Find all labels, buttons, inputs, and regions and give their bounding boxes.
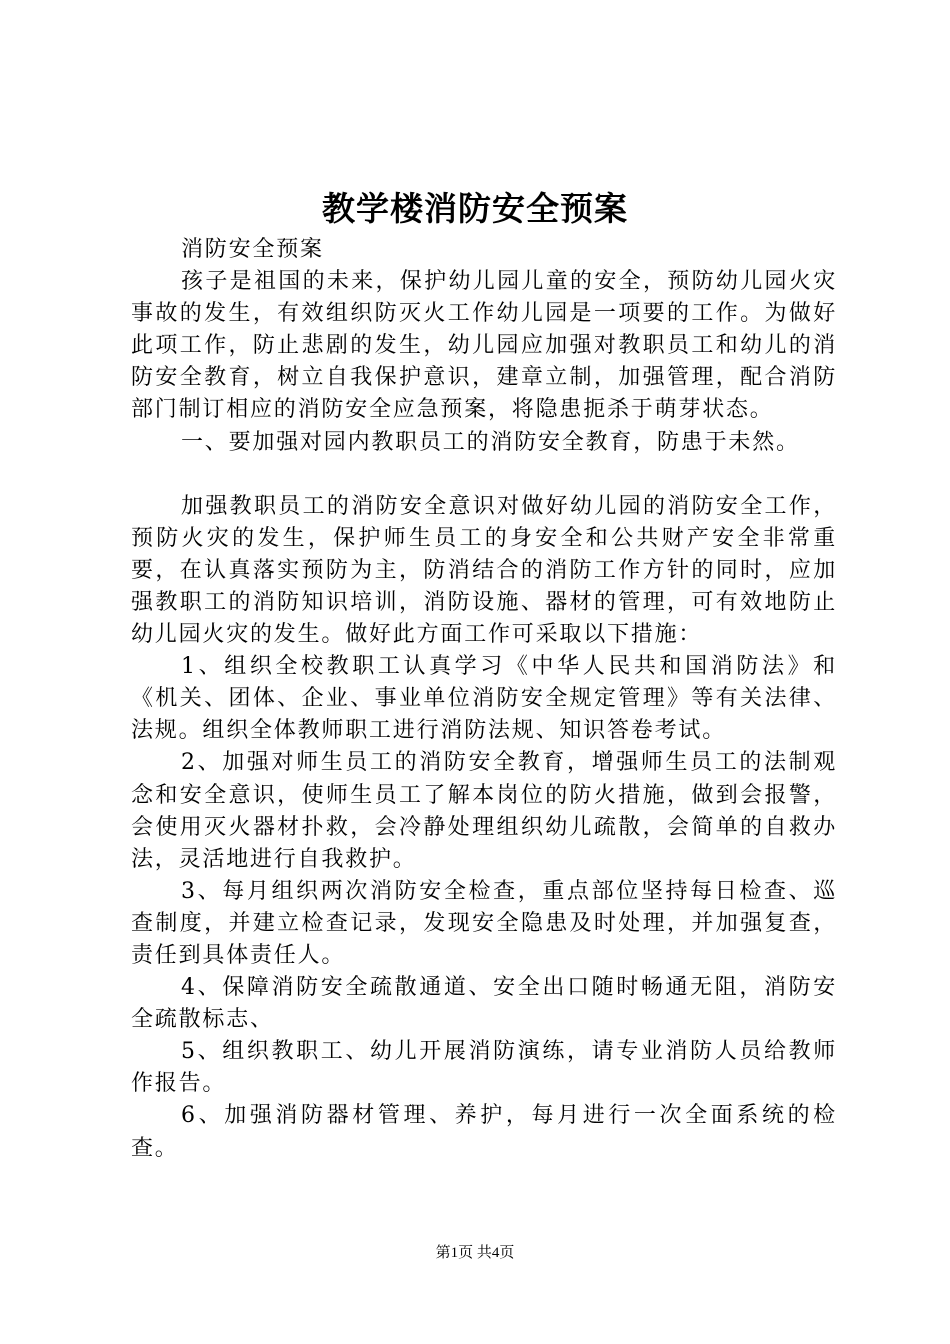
document-body (131, 234, 837, 1165)
list-item-6: 6、加强消防器材管理、养护，每月进行一次全面系统的检查。 (131, 1103, 837, 1161)
list-item-1: 1、组织全校教职工认真学习《中华人民共和国消防法》和《机关、团体、企业、事业单位消防安全规定管理》等有关法律、法规。组织全体教师职工进行消防法规、知识答卷考试。 (131, 654, 837, 744)
list-item-5: 5、组织教职工、幼儿开展消防演练，请专业消防人员给教师作报告。 (131, 1039, 837, 1097)
paragraph-intro: 孩子是祖国的未来，保护幼儿园儿童的安全，预防幼儿园火灾事故的发生，有效组织防灭火工作幼儿园是一项要的工作。为做好此项工作，防止悲剧的发生，幼儿园应加强对教职员工和幼儿的消防安全教育，树立自我保护意识，建章立制，加强管理，配合消防部门制订相应的消防安全应急预案，将隐患扼杀于萌芽状态。 (131, 269, 837, 423)
paragraph-section-1: 加强教职员工的消防安全意识对做好幼儿园的消防安全工作，预防火灾的发生，保护师生员工的身安全和公共财产安全非常重要，在认真落实预防为主，防消结合的消防工作方针的同时，应加强教职工的消防知识培训，消防设施、器材的管理，可有效地防止幼儿园火灾的发生。做好此方面工作可采取以下措施： (131, 493, 837, 648)
paragraph-subtitle: 消防安全预案 (181, 237, 324, 262)
section-heading-1: 一、要加强对园内教职员工的消防安全教育，防患于未然。 (181, 429, 800, 455)
list-item-3: 3、每月组织两次消防安全检查，重点部位坚持每日检查、巡查制度，并建立检查记录，发现安全隐患及时处理，并加强复查，责任到具体责任人。 (131, 878, 837, 968)
list-item-2: 2、加强对师生员工的消防安全教育，增强师生员工的法制观念和安全意识，使师生员工了解本岗位的防火措施，做到会报警，会使用灭火器材扑救，会冷静处理组织幼儿疏散，会简单的自救办法，灵活地进行自我救护。 (131, 750, 837, 872)
page-title: 教学楼消防安全预案 (322, 189, 628, 228)
list-item-4: 4、保障消防安全疏散通道、安全出口随时畅通无阻，消防安全疏散标志、 (131, 975, 837, 1033)
page-number-footer: 第1页 共4页 (435, 1245, 515, 1261)
